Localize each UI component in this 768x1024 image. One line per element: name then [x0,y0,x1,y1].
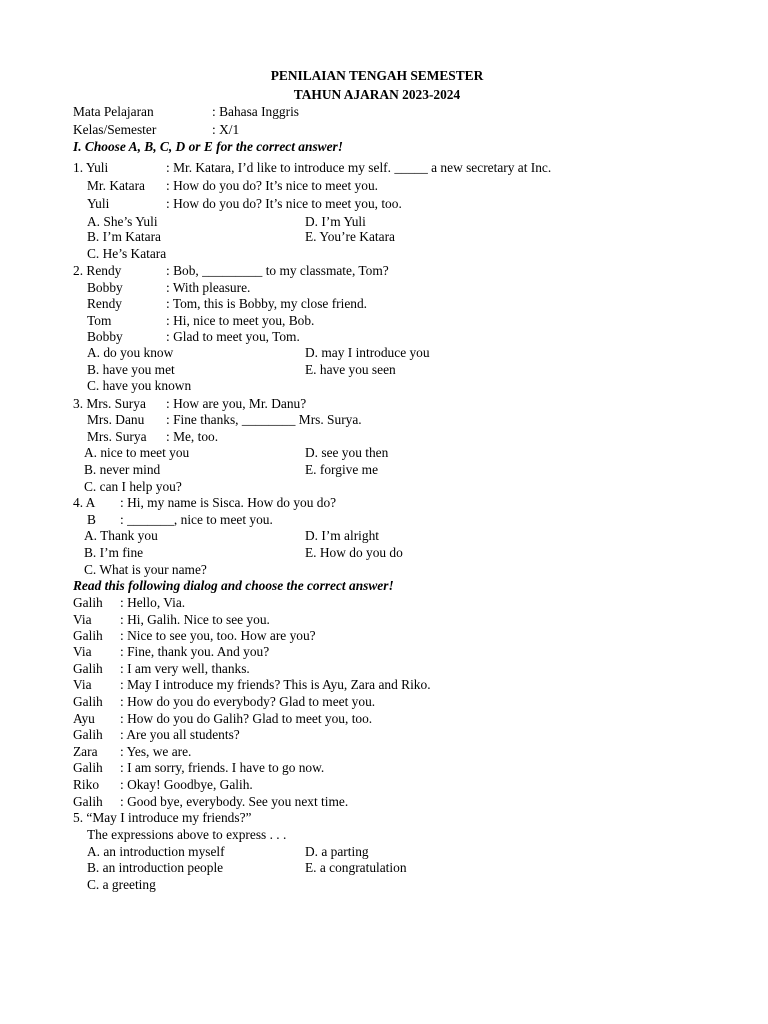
q1-option-b: B. I’m Katara [87,229,161,244]
dialog-speaker-5: Galih [73,661,103,676]
q3-speaker-1: 3. Mrs. Surya [73,396,146,411]
q1-speaker-1: 1. Yuli [73,160,109,175]
q2-option-b: B. have you met [87,362,175,377]
dialog-speaker-2: Via [73,612,92,627]
q4-option-d: D. I’m alright [305,528,380,543]
q5-option-e: E. a congratulation [305,860,407,875]
page-title: PENILAIAN TENGAH SEMESTER [270,68,484,83]
q4-line-2: : _______, nice to meet you. [120,512,273,527]
q1-option-e: E. You’re Katara [305,229,395,244]
q3-line-3: : Me, too. [166,429,219,444]
dialog-instruction: Read this following dialog and choose the correct answer! [73,578,394,593]
q2-speaker-5: Bobby [87,329,123,344]
q5-option-b: B. an introduction people [87,860,224,875]
q2-option-d: D. may I introduce you [305,345,430,360]
dialog-speaker-1: Galih [73,595,103,610]
dialog-speaker-10: Zara [73,744,98,759]
dialog-line-9: : Are you all students? [120,727,240,742]
dialog-line-13: : Good bye, everybody. See you next time. [120,794,349,809]
q5-prompt: The expressions above to express . . . [87,827,287,842]
q4-option-c: C. What is your name? [84,562,207,577]
q2-option-a: A. do you know [87,345,174,360]
q4-speaker-1: 4. A [73,495,96,510]
dialog-speaker-9: Galih [73,727,103,742]
q4-option-a: A. Thank you [84,528,158,543]
q3-option-a: A. nice to meet you [84,445,190,460]
q1-line-3: : How do you do? It’s nice to meet you, too. [166,196,402,211]
dialog-line-7: : How do you do everybody? Glad to meet you. [120,694,376,709]
section-instruction: I. Choose A, B, C, D or E for the correct answer! [73,139,343,154]
q2-line-3: : Tom, this is Bobby, my close friend. [166,296,368,311]
q4-option-b: B. I’m fine [84,545,144,560]
subject-value: : Bahasa Inggris [212,104,300,119]
dialog-speaker-8: Ayu [73,711,95,726]
q3-speaker-3: Mrs. Surya [87,429,147,444]
class-label: Kelas/Semester [73,122,157,137]
dialog-line-10: : Yes, we are. [120,744,192,759]
dialog-line-2: : Hi, Galih. Nice to see you. [120,612,270,627]
dialog-speaker-4: Via [73,644,92,659]
dialog-line-6: : May I introduce my friends? This is Ayu, Zara and Riko. [120,677,431,692]
q1-line-2: : How do you do? It’s nice to meet you. [166,178,378,193]
q1-option-c: C. He’s Katara [87,246,167,261]
q1-option-a: A. She’s Yuli [87,214,158,229]
dialog-line-12: : Okay! Goodbye, Galih. [120,777,253,792]
subject-label: Mata Pelajaran [73,104,154,119]
q2-line-5: : Glad to meet you, Tom. [166,329,300,344]
q2-speaker-2: Bobby [87,280,123,295]
q3-line-2: : Fine thanks, ________ Mrs. Surya. [166,412,362,427]
q5-option-d: D. a parting [305,844,369,859]
dialog-speaker-13: Galih [73,794,103,809]
dialog-line-4: : Fine, thank you. And you? [120,644,270,659]
q2-option-c: C. have you known [87,378,192,393]
academic-year: TAHUN AJARAN 2023-2024 [293,87,461,102]
dialog-speaker-3: Galih [73,628,103,643]
dialog-line-5: : I am very well, thanks. [120,661,250,676]
q3-option-b: B. never mind [84,462,161,477]
q3-line-1: : How are you, Mr. Danu? [166,396,307,411]
q2-speaker-4: Tom [87,313,112,328]
dialog-speaker-11: Galih [73,760,103,775]
q3-option-c: C. can I help you? [84,479,182,494]
q3-option-d: D. see you then [305,445,389,460]
q5-option-a: A. an introduction myself [87,844,225,859]
q1-speaker-3: Yuli [87,196,110,211]
dialog-line-3: : Nice to see you, too. How are you? [120,628,316,643]
q4-line-1: : Hi, my name is Sisca. How do you do? [120,495,337,510]
q2-speaker-1: 2. Rendy [73,263,122,278]
q4-speaker-2: B [87,512,96,527]
q5-question: 5. “May I introduce my friends?” [73,810,252,825]
dialog-speaker-6: Via [73,677,92,692]
q3-option-e: E. forgive me [305,462,379,477]
q1-speaker-2: Mr. Katara [87,178,146,193]
q1-option-d: D. I’m Yuli [305,214,366,229]
q2-line-1: : Bob, _________ to my classmate, Tom? [166,263,389,278]
dialog-line-11: : I am sorry, friends. I have to go now. [120,760,325,775]
q2-line-4: : Hi, nice to meet you, Bob. [166,313,315,328]
q5-option-c: C. a greeting [87,877,156,892]
dialog-line-8: : How do you do Galih? Glad to meet you, too. [120,711,373,726]
class-value: : X/1 [212,122,240,137]
q3-speaker-2: Mrs. Danu [87,412,145,427]
q2-speaker-3: Rendy [87,296,122,311]
q1-line-1: : Mr. Katara, I’d like to introduce my self. _____ a new secretary at Inc. [166,160,552,175]
q2-option-e: E. have you seen [305,362,396,377]
dialog-speaker-12: Riko [73,777,100,792]
q2-line-2: : With pleasure. [166,280,251,295]
dialog-speaker-7: Galih [73,694,103,709]
dialog-line-1: : Hello, Via. [120,595,186,610]
q4-option-e: E. How do you do [305,545,403,560]
